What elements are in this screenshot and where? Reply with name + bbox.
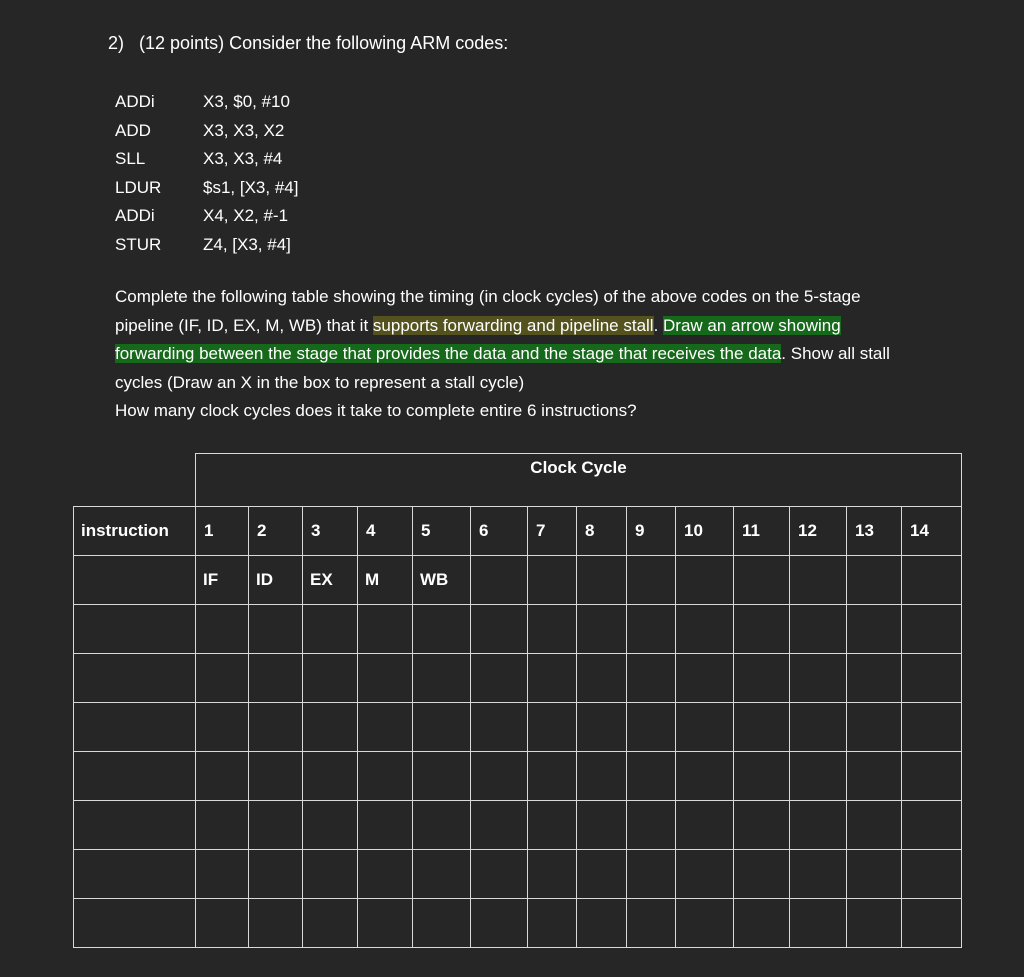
question-heading: [108, 33, 508, 54]
pipeline-stage-cell[interactable]: [303, 752, 358, 801]
table-corner: [74, 454, 196, 507]
code-opcode: ADDi: [115, 92, 155, 111]
code-opcode: ADD: [115, 120, 151, 140]
pipeline-stage-cell[interactable]: [413, 605, 471, 654]
pipeline-stage-cell[interactable]: [627, 899, 676, 948]
code-line: [115, 202, 298, 231]
pipeline-stage-cell[interactable]: [577, 703, 627, 752]
pipeline-stage-cell[interactable]: [528, 850, 577, 899]
pipeline-stage-cell[interactable]: [627, 605, 676, 654]
pipeline-stage-cell[interactable]: [303, 605, 358, 654]
pipeline-stage-cell[interactable]: [790, 801, 847, 850]
pipeline-stage-cell[interactable]: [734, 703, 790, 752]
pipeline-stage-cell[interactable]: [196, 850, 249, 899]
question-prompt: Consider the following ARM codes:: [229, 33, 509, 53]
cycle-number-header: 8: [577, 507, 627, 556]
code-operands: X3, X3, #4: [203, 149, 283, 168]
pipeline-stage-cell[interactable]: [902, 801, 962, 850]
cycle-number-header: 7: [528, 507, 577, 556]
pipeline-stage-cell[interactable]: [577, 850, 627, 899]
cycle-number-header: 3: [303, 507, 358, 556]
pipeline-stage-cell[interactable]: [790, 850, 847, 899]
pipeline-stage-cell[interactable]: [676, 556, 734, 605]
pipeline-stage-cell[interactable]: [358, 752, 413, 801]
pipeline-stage-cell[interactable]: [528, 605, 577, 654]
pipeline-stage-cell[interactable]: [249, 654, 303, 703]
pipeline-stage-cell[interactable]: [577, 654, 627, 703]
pipeline-stage-cell[interactable]: [627, 556, 676, 605]
pipeline-stage-cell[interactable]: [627, 850, 676, 899]
pipeline-stage-cell[interactable]: [627, 752, 676, 801]
code-opcode: LDUR: [115, 177, 162, 197]
table-row: [74, 850, 962, 899]
code-line: [115, 174, 298, 203]
pipeline-stage-cell[interactable]: [413, 801, 471, 850]
pipeline-stage-cell[interactable]: [847, 801, 902, 850]
pipeline-stage-cell[interactable]: [196, 703, 249, 752]
code-operands: X3, X3, X2: [203, 120, 285, 140]
table-cell[interactable]: [74, 556, 196, 605]
pipeline-stage-cell[interactable]: [790, 605, 847, 654]
instruction-cell[interactable]: [74, 850, 196, 899]
pipeline-stage-cell[interactable]: [790, 556, 847, 605]
pipeline-stage-cell[interactable]: [676, 899, 734, 948]
pipeline-stage-cell[interactable]: [627, 703, 676, 752]
pipeline-stage-cell[interactable]: [471, 654, 528, 703]
pipeline-stage-cell[interactable]: ID: [249, 556, 303, 605]
pipeline-stage-cell[interactable]: [528, 654, 577, 703]
pipeline-stage-cell[interactable]: [676, 703, 734, 752]
cycle-number-header: 6: [471, 507, 528, 556]
instructions-text: .: [653, 315, 664, 335]
pipeline-stage-cell[interactable]: [902, 899, 962, 948]
pipeline-stage-cell[interactable]: [358, 703, 413, 752]
table-row: [74, 556, 962, 605]
pipeline-stage-cell[interactable]: [471, 703, 528, 752]
pipeline-stage-cell[interactable]: [902, 556, 962, 605]
code-line: [115, 88, 298, 117]
table-row: [74, 605, 962, 654]
pipeline-stage-cell[interactable]: [902, 654, 962, 703]
pipeline-stage-cell[interactable]: [528, 703, 577, 752]
pipeline-stage-cell[interactable]: [847, 752, 902, 801]
pipeline-stage-cell[interactable]: [471, 899, 528, 948]
pipeline-stage-cell[interactable]: [790, 654, 847, 703]
pipeline-stage-cell[interactable]: [528, 899, 577, 948]
table-row: [74, 654, 962, 703]
cycle-number-header: 13: [847, 507, 902, 556]
cycle-number-header: 12: [790, 507, 847, 556]
pipeline-stage-cell[interactable]: [413, 899, 471, 948]
code-operands: $s1, [X3, #4]: [203, 177, 299, 197]
pipeline-stage-cell[interactable]: [676, 605, 734, 654]
pipeline-stage-cell[interactable]: [847, 703, 902, 752]
cycle-number-header: 5: [413, 507, 471, 556]
pipeline-stage-cell[interactable]: [196, 801, 249, 850]
pipeline-stage-cell[interactable]: [790, 703, 847, 752]
pipeline-stage-cell[interactable]: [577, 556, 627, 605]
pipeline-stage-cell[interactable]: [902, 605, 962, 654]
pipeline-stage-cell[interactable]: [790, 899, 847, 948]
table-row: [74, 801, 962, 850]
instruction-cell[interactable]: [74, 654, 196, 703]
pipeline-stage-cell[interactable]: [847, 899, 902, 948]
pipeline-stage-cell[interactable]: [471, 752, 528, 801]
clock-cycle-header: Clock Cycle: [196, 454, 962, 507]
pipeline-stage-cell[interactable]: [471, 850, 528, 899]
pipeline-stage-cell[interactable]: [249, 850, 303, 899]
pipeline-stage-cell[interactable]: [734, 605, 790, 654]
arm-code-listing: [115, 88, 298, 259]
table-title-row: [74, 454, 962, 507]
pipeline-stage-cell[interactable]: [358, 654, 413, 703]
pipeline-stage-cell[interactable]: [847, 556, 902, 605]
pipeline-stage-cell[interactable]: [413, 654, 471, 703]
pipeline-stage-cell[interactable]: [358, 899, 413, 948]
pipeline-stage-cell[interactable]: [249, 801, 303, 850]
pipeline-stage-cell[interactable]: [303, 703, 358, 752]
code-line: [115, 231, 298, 260]
pipeline-stage-cell[interactable]: M: [358, 556, 413, 605]
code-opcode: SLL: [115, 149, 146, 168]
pipeline-stage-cell[interactable]: [471, 556, 528, 605]
cycle-number-header: 11: [734, 507, 790, 556]
pipeline-stage-cell[interactable]: [577, 605, 627, 654]
pipeline-timing-table: [73, 453, 962, 948]
cycle-number-header: 1: [196, 507, 249, 556]
pipeline-stage-cell[interactable]: [577, 752, 627, 801]
pipeline-stage-cell[interactable]: [249, 605, 303, 654]
instruction-cell[interactable]: [74, 703, 196, 752]
pipeline-stage-cell[interactable]: [196, 752, 249, 801]
pipeline-stage-cell[interactable]: [249, 752, 303, 801]
pipeline-stage-cell[interactable]: [902, 850, 962, 899]
code-operands: X3, $0, #10: [203, 92, 290, 111]
question-points: (12 points): [139, 33, 225, 53]
code-opcode: ADDi: [115, 206, 155, 225]
pipeline-stage-cell[interactable]: [577, 801, 627, 850]
pipeline-stage-cell[interactable]: [358, 850, 413, 899]
pipeline-stage-cell[interactable]: [303, 654, 358, 703]
pipeline-stage-cell[interactable]: [358, 801, 413, 850]
pipeline-stage-cell[interactable]: [676, 801, 734, 850]
instructions-paragraph: [115, 283, 915, 426]
pipeline-stage-cell[interactable]: IF: [196, 556, 249, 605]
pipeline-stage-cell[interactable]: [734, 556, 790, 605]
pipeline-stage-cell[interactable]: [847, 654, 902, 703]
pipeline-stage-cell[interactable]: [196, 654, 249, 703]
pipeline-stage-cell[interactable]: [413, 752, 471, 801]
cycle-number-header: 10: [676, 507, 734, 556]
instruction-column-header: instruction: [74, 507, 196, 556]
pipeline-stage-cell[interactable]: [790, 752, 847, 801]
table-row: [74, 899, 962, 948]
pipeline-stage-cell[interactable]: [676, 850, 734, 899]
table-row: [74, 703, 962, 752]
instruction-cell[interactable]: [74, 899, 196, 948]
cycle-number-header: 14: [902, 507, 962, 556]
pipeline-stage-cell[interactable]: [358, 605, 413, 654]
pipeline-stage-cell[interactable]: [413, 703, 471, 752]
pipeline-stage-cell[interactable]: WB: [413, 556, 471, 605]
pipeline-stage-cell[interactable]: [847, 605, 902, 654]
pipeline-stage-cell[interactable]: [734, 850, 790, 899]
code-opcode: STUR: [115, 234, 162, 254]
code-line: [115, 145, 298, 174]
pipeline-stage-cell[interactable]: [734, 752, 790, 801]
pipeline-stage-cell[interactable]: [303, 899, 358, 948]
pipeline-stage-cell[interactable]: [528, 752, 577, 801]
code-operands: Z4, [X3, #4]: [203, 234, 291, 254]
instruction-cell[interactable]: [74, 605, 196, 654]
instructions-text: Complete the following table showing the timing (in clock cycles) of the above codes on the 5-stage pipeline (IF, ID, EX, M, WB) that it: [115, 287, 861, 335]
pipeline-stage-cell[interactable]: [847, 850, 902, 899]
pipeline-stage-cell[interactable]: [734, 899, 790, 948]
pipeline-stage-cell[interactable]: [902, 703, 962, 752]
pipeline-stage-cell[interactable]: [471, 605, 528, 654]
code-line: [115, 117, 298, 146]
highlighted-text-forwarding: supports forwarding and pipeline stall: [372, 315, 654, 335]
pipeline-stage-cell[interactable]: [627, 801, 676, 850]
pipeline-stage-cell[interactable]: [196, 899, 249, 948]
pipeline-stage-cell[interactable]: [303, 850, 358, 899]
pipeline-stage-cell[interactable]: [676, 654, 734, 703]
cycle-number-header: 2: [249, 507, 303, 556]
instruction-cell[interactable]: [74, 801, 196, 850]
cycle-count-question: How many clock cycles does it take to complete entire 6 instructions?: [115, 401, 637, 420]
cycle-number-header: 4: [358, 507, 413, 556]
pipeline-stage-cell[interactable]: [528, 556, 577, 605]
pipeline-stage-cell[interactable]: [196, 605, 249, 654]
pipeline-stage-cell[interactable]: [734, 801, 790, 850]
instruction-cell[interactable]: [74, 752, 196, 801]
question-number: 2): [108, 33, 125, 53]
instructions-text: . Show all stall cycles (Draw an X in the box to represent a stall cycle): [115, 344, 890, 392]
pipeline-stage-cell[interactable]: [627, 654, 676, 703]
pipeline-stage-cell[interactable]: [734, 654, 790, 703]
cycle-number-header: 9: [627, 507, 676, 556]
highlighted-text-arrow: Draw an arrow showing forwarding between the stage that provides the data and the stage that receives the data: [115, 315, 841, 363]
pipeline-stage-cell[interactable]: [902, 752, 962, 801]
table-row: [74, 752, 962, 801]
pipeline-stage-cell[interactable]: [249, 703, 303, 752]
pipeline-stage-cell[interactable]: [577, 899, 627, 948]
pipeline-stage-cell[interactable]: [413, 850, 471, 899]
code-operands: X4, X2, #-1: [203, 206, 289, 225]
table-header-row: [74, 507, 962, 556]
pipeline-stage-cell[interactable]: EX: [303, 556, 358, 605]
pipeline-stage-cell[interactable]: [528, 801, 577, 850]
pipeline-stage-cell[interactable]: [676, 752, 734, 801]
pipeline-stage-cell[interactable]: [303, 801, 358, 850]
pipeline-stage-cell[interactable]: [471, 801, 528, 850]
pipeline-stage-cell[interactable]: [249, 899, 303, 948]
